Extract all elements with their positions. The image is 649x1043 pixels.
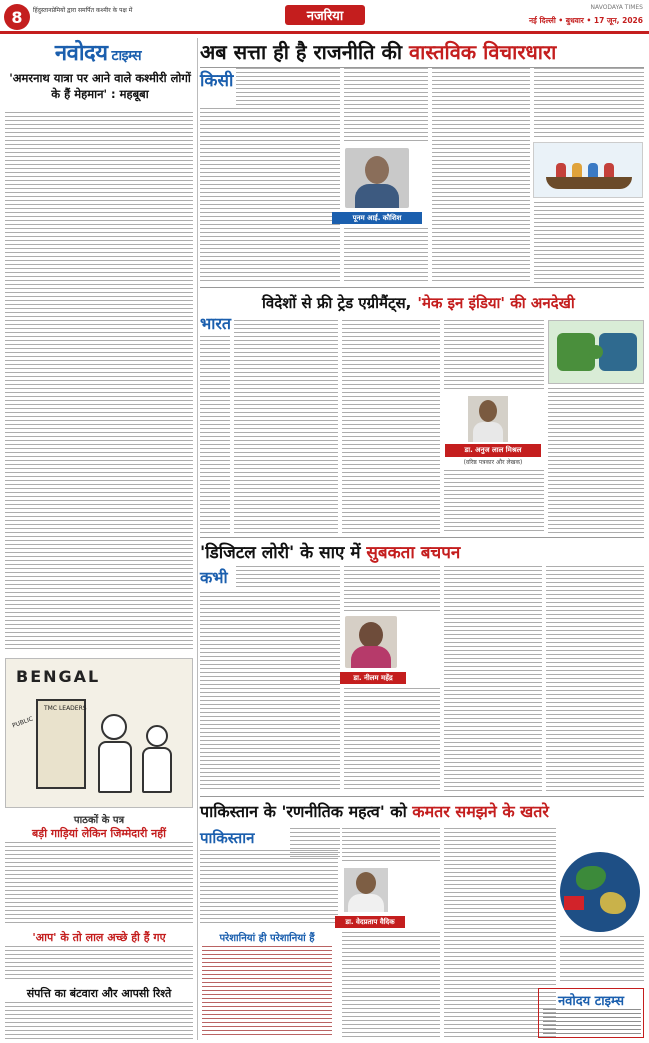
- article2-body-col0: [200, 336, 230, 534]
- article2-body-col4: [548, 388, 644, 534]
- page-subtitle: हिंदुस्तानप्रेमियों द्वारा समर्पित कश्मीर के पक्ष में: [33, 7, 133, 14]
- article2-body-col2: [342, 320, 440, 534]
- article4-headline-black: पाकिस्तान के 'रणनीतिक महत्व' को: [200, 802, 407, 821]
- cartoon-figure2-head: [146, 725, 168, 747]
- article4-body-col2a: [342, 828, 440, 864]
- letter-body-3: [5, 1002, 193, 1040]
- article1-lead-word: किसी: [200, 71, 234, 91]
- globe-illustration: [560, 852, 640, 932]
- article2-lead-word: भारत: [200, 314, 232, 333]
- article2-headline-red: 'मेक इन इंडिया' की अनदेखी: [417, 294, 575, 312]
- article1-body-col2a: [344, 68, 428, 144]
- author2-photo: [468, 396, 508, 442]
- column-rule: [197, 38, 198, 1040]
- article4-body-col1: [200, 850, 338, 926]
- article1-headline: [200, 38, 644, 68]
- cartoon-title: BENGAL: [16, 667, 101, 686]
- article4-lead-word: पाकिस्तान: [200, 829, 255, 847]
- editorial-body: [5, 112, 193, 650]
- article3-headline-black: 'डिजिटल लोरी' के साए में: [200, 543, 361, 563]
- article1-headline-black: अब सत्ता ही है राजनीति की: [200, 40, 403, 64]
- article2-body-col3a: [444, 320, 544, 392]
- cartoon-public-label: PUBLIC: [11, 715, 34, 730]
- article1-body-col4a: [534, 68, 644, 138]
- article2-byline: डा. अनुज लाल मिश्रल: [445, 444, 541, 457]
- article4-body-col2b: [342, 932, 440, 1038]
- cartoon-figure-body: [98, 741, 132, 793]
- article3-body-intro: [236, 566, 340, 590]
- author4-photo: [344, 868, 388, 912]
- puzzle-illustration: [548, 320, 644, 384]
- masthead: [0, 0, 649, 34]
- author-photo: [345, 148, 409, 208]
- poem-headline: परेशानियां ही परेशानियां हैं: [219, 933, 315, 944]
- editorial-logo: [3, 38, 193, 66]
- article2-headline: [262, 290, 644, 316]
- article1-byline: पूनम आई. कौशिश: [332, 212, 422, 224]
- article3-body-col2a: [344, 566, 440, 612]
- cartoon-door: [36, 699, 86, 789]
- article4-headline: [200, 800, 644, 822]
- article3-lead-word: कभी: [200, 568, 228, 587]
- article3-body-col2b: [344, 688, 440, 792]
- author3-photo: [345, 616, 397, 668]
- cartoon-figure2-body: [142, 747, 172, 793]
- imprint-lines: [543, 1009, 641, 1035]
- article4-body-col4: [560, 936, 644, 984]
- article3-body-col1: [200, 592, 340, 792]
- cartoon-door-label: TMC LEADERS: [44, 705, 87, 712]
- article2-body-col1: [234, 320, 338, 534]
- letters-headline: बड़ी गाड़ियां लेकिन जिम्मेदारी नहीं: [32, 827, 166, 840]
- logo-text: नवोदय: [54, 41, 108, 66]
- section-divider: [200, 287, 644, 288]
- page-number: 8: [4, 4, 30, 30]
- article1-body-intro: [236, 68, 340, 106]
- boat-illustration: [533, 142, 643, 198]
- property-headline: संपत्ति का बंटवारा और आपसी रिश्ते: [26, 987, 172, 1000]
- section-tag: नजरिया: [285, 5, 365, 25]
- section-divider: [200, 537, 644, 538]
- article3-headline: [200, 540, 644, 563]
- section-divider: [200, 796, 644, 797]
- article2-headline-black: विदेशों से फ्री ट्रेड एग्रीमैंट्स,: [262, 294, 412, 312]
- letter-body-2: [5, 946, 193, 982]
- article2-body-col3b: [444, 470, 544, 534]
- logo-suffix: टाइम्स: [111, 48, 142, 64]
- article3-body-col3: [444, 566, 542, 792]
- article3-headline-red: सुबकता बचपन: [366, 543, 461, 563]
- article4-headline-red: कमतर समझने के खतरे: [412, 802, 549, 821]
- article1-headline-red: वास्तविक विचारधारा: [409, 40, 557, 64]
- article2-byline-sub: (वरिष्ठ पत्रकार और लेखक): [463, 459, 523, 466]
- article1-body-col3: [432, 68, 530, 284]
- cartoon-figure-head: [101, 714, 127, 740]
- imprint-box: [538, 988, 644, 1038]
- imprint-logo: नवोदय टाइम्स: [557, 994, 625, 1009]
- letter-body-1: [5, 842, 193, 926]
- article1-body-col2b: [344, 228, 428, 284]
- article3-byline: डा. नीलम महेंद्र: [340, 672, 406, 684]
- article3-body-col4: [546, 566, 644, 792]
- site-name: NAVODAYA TIMES: [590, 4, 643, 11]
- cartoon: [5, 658, 193, 808]
- letters-section: [5, 812, 193, 826]
- dateline: नई दिल्ली • बुधवार • 17 जून, 2026: [528, 16, 643, 25]
- aap-headline: 'आप' के तो लाल अच्छे ही हैं गए: [32, 931, 166, 944]
- article4-byline: डा. वेदप्रताप वैदिक: [335, 916, 405, 928]
- poem-body: [202, 946, 332, 1038]
- article1-body-col1: [200, 108, 340, 284]
- letters-title: पाठकों के पत्र: [73, 815, 125, 826]
- article1-body-col4b: [534, 202, 644, 284]
- editorial-headline: 'अमरनाथ यात्रा पर आने वाले कश्मीरी लोगों के हैं मेहमान' : महबूबा: [9, 71, 191, 101]
